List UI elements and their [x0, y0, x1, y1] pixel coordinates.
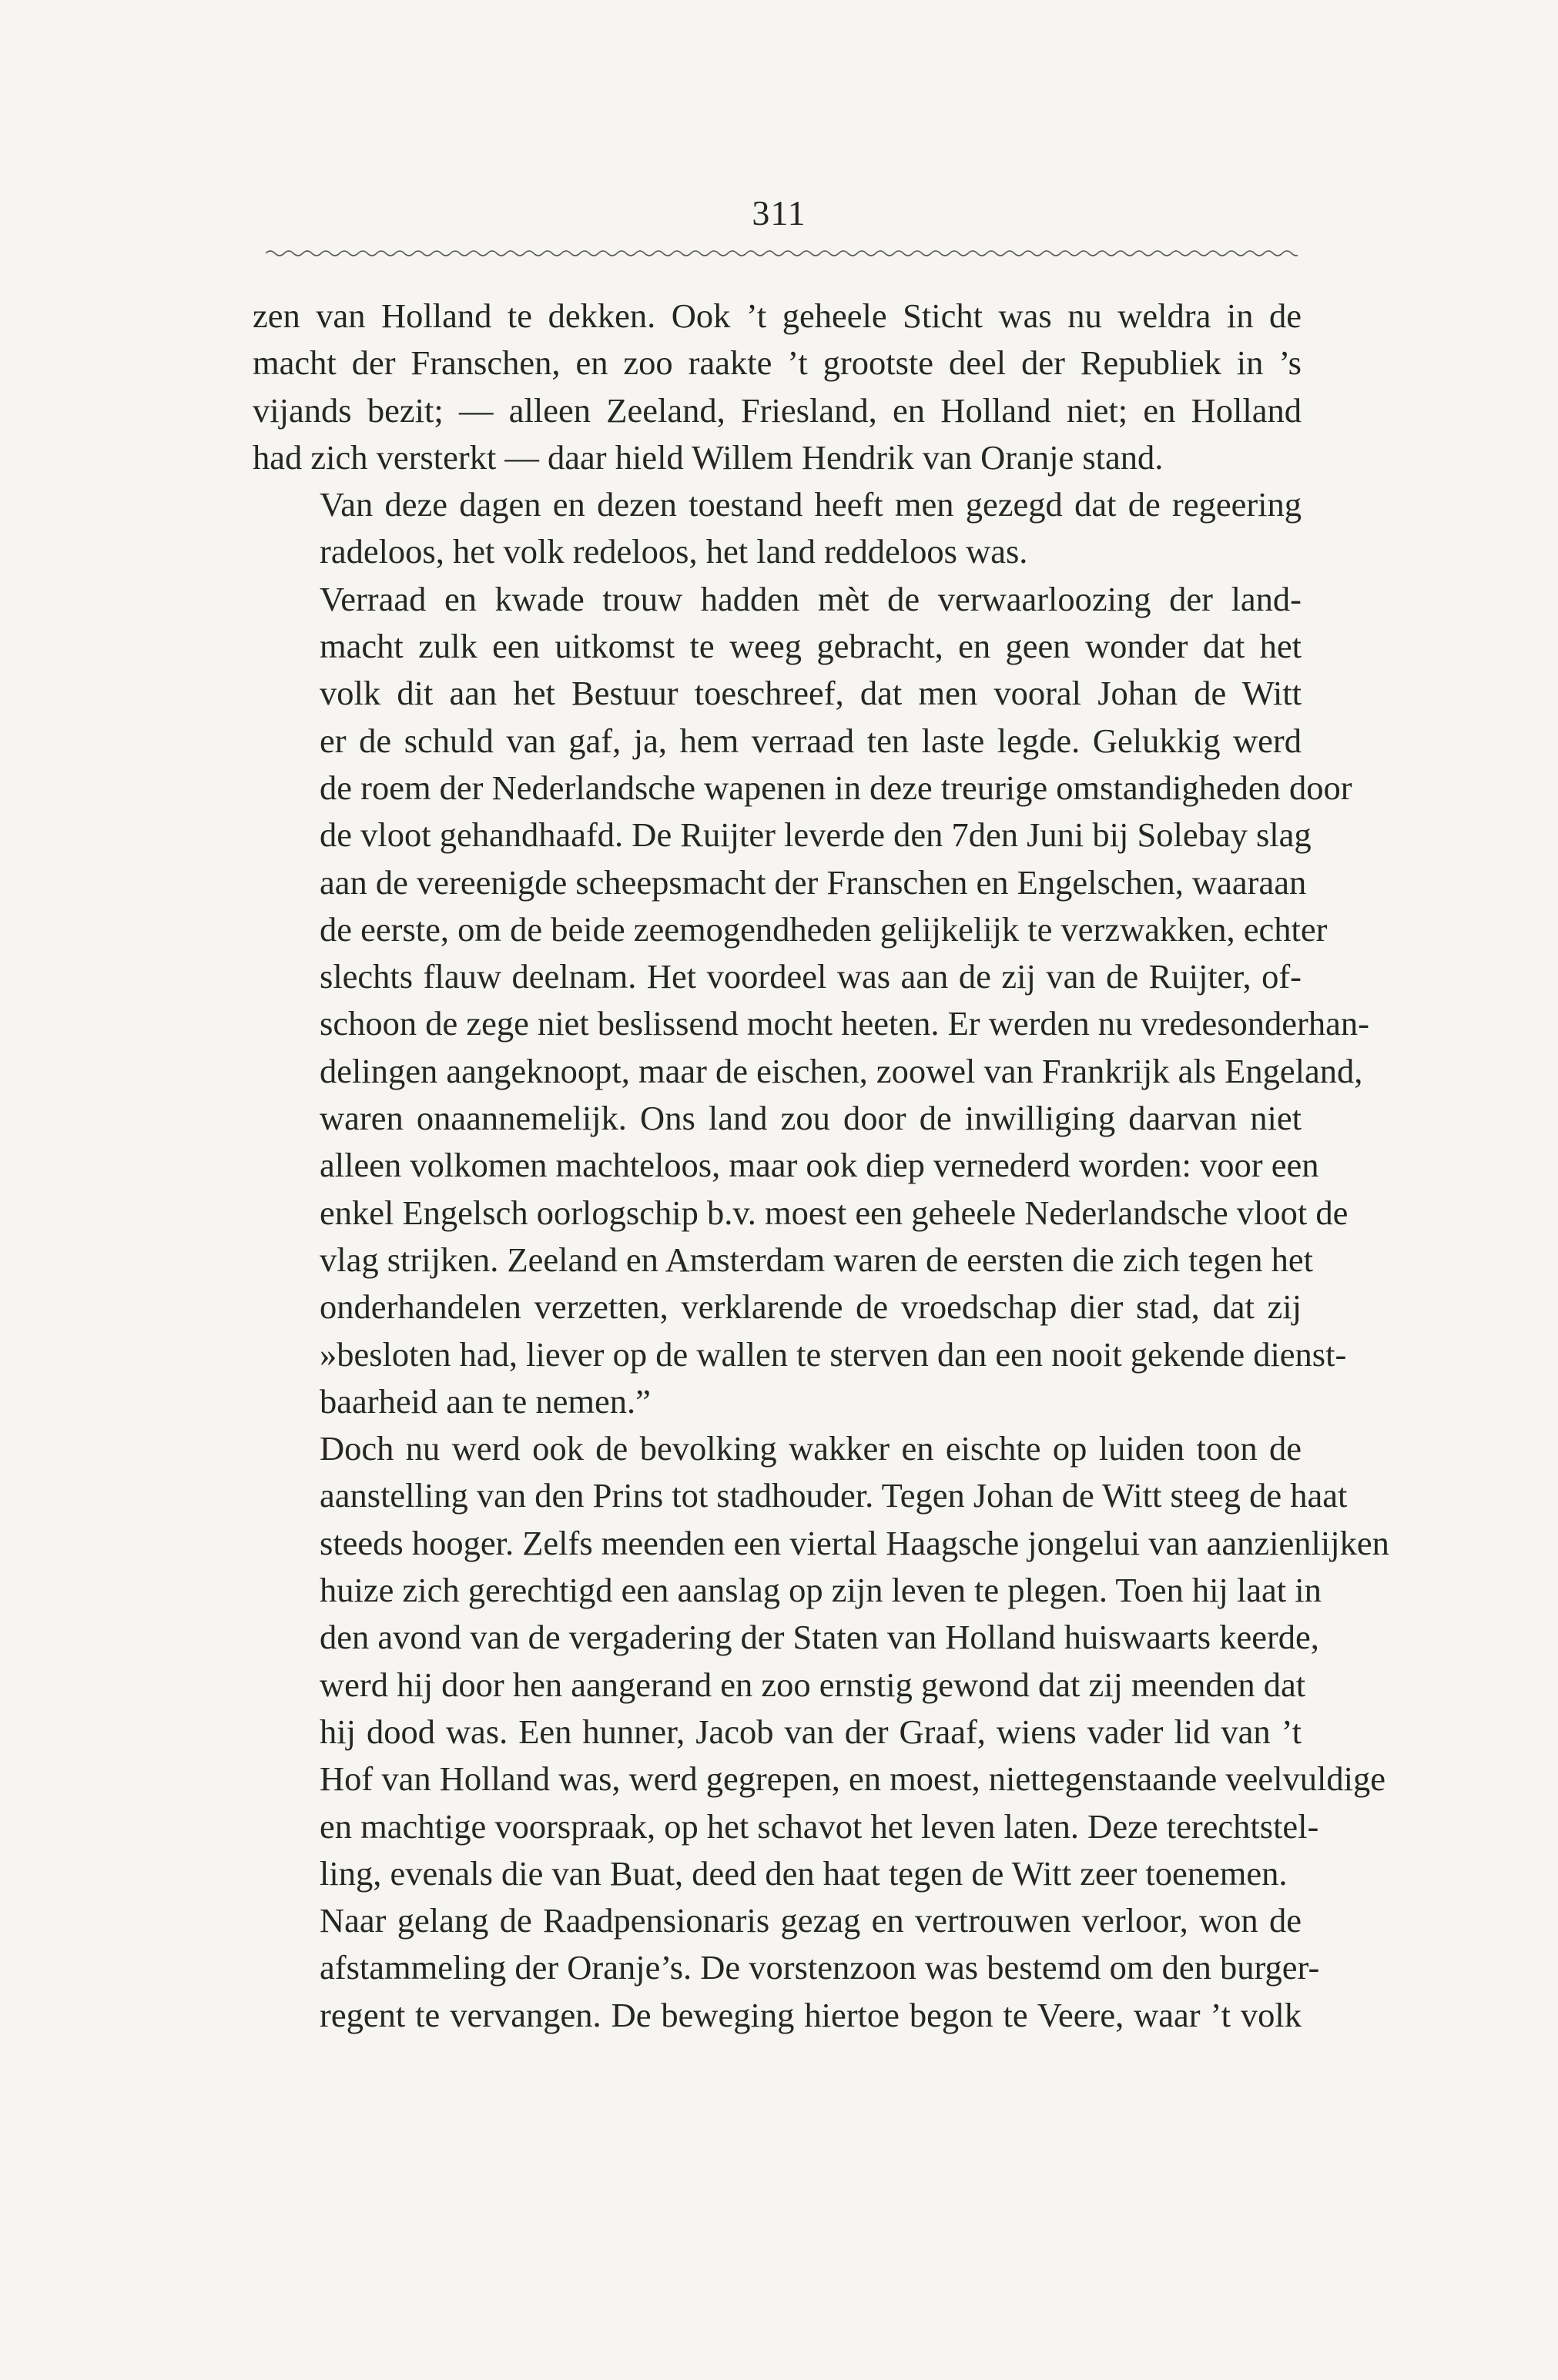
text-line: waren onaannemelijk. Ons land zou door de inwilliging daarvan niet	[320, 1099, 1302, 1138]
text-line: Verraad en kwade trouw hadden mèt de verwaarloozing der land-	[320, 579, 1302, 618]
text-line: de vloot gehandhaafd. De Ruijter leverde den 7den Juni bij Solebay slag	[320, 815, 1312, 855]
text-line: Van deze dagen en dezen toestand heeft men gezegd dat de regeering	[320, 485, 1302, 524]
paragraph	[253, 576, 1369, 1425]
paragraph	[253, 1425, 1389, 1897]
text-line: huize zich gerechtigd een aanslag op zijn leven te plegen. Toen hij laat in	[320, 1571, 1322, 1610]
text-line: de roem der Nederlandsche wapenen in deze treurige omstandigheden door	[320, 768, 1352, 807]
paragraph	[253, 1897, 1320, 2039]
text-line: er de schuld van gaf, ja, hem verraad ten laste legde. Gelukkig werd	[320, 721, 1302, 760]
text-line: steeds hooger. Zelfs meenden een viertal Haagsche jongelui van aanzienlijken	[320, 1523, 1389, 1562]
text-line: macht zulk een uitkomst te weeg gebracht, en geen wonder dat het	[320, 627, 1302, 666]
text-line: radeloos, het volk redeloos, het land reddeloos was.	[320, 532, 1028, 571]
text-line: den avond van de vergadering der Staten van Holland huiswaarts keerde,	[320, 1618, 1319, 1657]
text-line: aan de vereenigde scheepsmacht der Franschen en Engelschen, waaraan	[320, 862, 1307, 902]
text-line: alleen volkomen machteloos, maar ook diep vernederd worden: voor een	[320, 1146, 1319, 1185]
paragraph	[253, 481, 1302, 576]
text-line: regent te vervangen. De beweging hiertoe begon te Veere, waar ’t volk	[320, 1995, 1302, 2034]
body-text	[253, 293, 1389, 2039]
page-number: 311	[752, 193, 806, 233]
paragraph	[253, 293, 1302, 481]
text-line: afstammeling der Oranje’s. De vorstenzoon was bestemd om den burger-	[320, 1948, 1320, 1987]
text-line: vlag strijken. Zeeland en Amsterdam waren de eersten die zich tegen het	[320, 1240, 1313, 1279]
text-line: de eerste, om de beide zeemogendheden gelijkelijk te verzwakken, echter	[320, 909, 1328, 949]
text-line: werd hij door hen aangerand en zoo ernstig gewond dat zij meenden dat	[320, 1665, 1306, 1704]
text-line: vijands bezit; — alleen Zeeland, Friesland, en Holland niet; en Holland	[253, 390, 1302, 430]
text-line: Hof van Holland was, werd gegrepen, en moest, niettegenstaande veelvuldige	[320, 1759, 1385, 1799]
text-line: en machtige voorspraak, op het schavot het leven laten. Deze terechtstel-	[320, 1806, 1319, 1846]
text-line: Doch nu werd ook de bevolking wakker en eischte op luiden toon de	[320, 1429, 1302, 1468]
text-line: aanstelling van den Prins tot stadhouder. Tegen Johan de Witt steeg de haat	[320, 1476, 1348, 1515]
text-line: volk dit aan het Bestuur toeschreef, dat men vooral Johan de Witt	[320, 674, 1302, 713]
text-line: baarheid aan te nemen.”	[320, 1381, 651, 1421]
text-line: hij dood was. Een hunner, Jacob van der Graaf, wiens vader lid van ’t	[320, 1712, 1302, 1751]
text-line: zen van Holland te dekken. Ook ’t geheele Sticht was nu weldra in de	[253, 296, 1302, 335]
text-line: schoon de zege niet beslissend mocht heeten. Er werden nu vredesonderhan-	[320, 1004, 1369, 1043]
text-line: ling, evenals die van Buat, deed den haat tegen de Witt zeer toenemen.	[320, 1853, 1288, 1893]
text-line: Naar gelang de Raadpensionaris gezag en vertrouwen verloor, won de	[320, 1901, 1302, 1940]
text-line: enkel Engelsch oorlogschip b.v. moest een geheele Nederlandsche vloot de	[320, 1193, 1349, 1232]
text-line: onderhandelen verzetten, verklarende de vroedschap dier stad, dat zij	[320, 1287, 1302, 1327]
wavy-rule-ornament	[266, 246, 1298, 260]
text-line: macht der Franschen, en zoo raakte ’t grootste deel der Republiek in ’s	[253, 343, 1302, 383]
text-line: »besloten had, liever op de wallen te sterven dan een nooit gekende dienst-	[320, 1334, 1347, 1374]
text-line: delingen aangeknoopt, maar de eischen, zoowel van Frankrijk als Engeland,	[320, 1051, 1363, 1090]
text-line: slechts flauw deelnam. Het voordeel was aan de zij van de Ruijter, of-	[320, 957, 1302, 996]
text-line: had zich versterkt — daar hield Willem Hendrik van Oranje stand.	[253, 437, 1164, 477]
